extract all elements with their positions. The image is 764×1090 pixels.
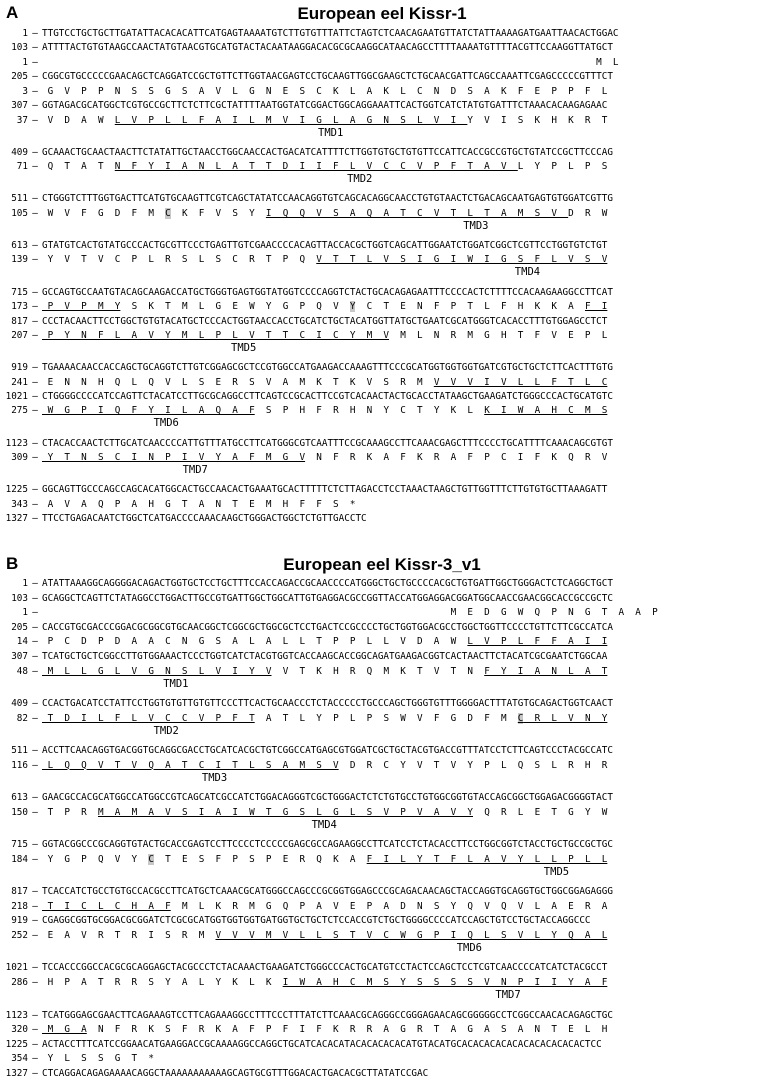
line-separator: – (32, 376, 38, 388)
line-number: 613 (11, 792, 28, 804)
nucleotide-sequence: CCACTGACATCCTATTCCTGGTGTGTTGTGTTCCCTTCACTGCAACCCTCTACCCCCTGCCCAGCTGGGTGTTTGGGGACTTTATGTGCAGACTGGTCAACT (42, 698, 613, 709)
line-number: 207 (11, 329, 28, 341)
tmd-underline: T I C L C H A F (42, 900, 171, 912)
cysteine-highlight: C (517, 712, 524, 724)
amino-acid-sequence: M L L G L V G N S L V I Y V V T K H R Q M K T V T N F Y I A N L A T (42, 665, 608, 677)
tmd-underline: M L L G L V G N S L V I Y V (42, 665, 272, 677)
line-number: 14 (16, 636, 28, 648)
nucleotide-sequence: CGGCGTGCCCCCGAACAGCTCAGGATCCGCTGTTCTTGGTAACGAGTCCTGCAAGTTGGCGAAGCTCTGCAACGATTCAGCCAAATTCGAGCCCCCGTTTCT (42, 71, 613, 83)
amino-acid-sequence: W V F G D F M C K F V S Y I Q Q V S A Q A T C V T L T A M S V D R W (42, 207, 608, 219)
amino-acid-line (2, 301, 607, 313)
nucleotide-sequence: GGCAGTTGCCCAGCCAGCACATGGCACTGCCAACACTGAAATGCACTTTTTCTCTTAGACCTCCTAAACTAAGCTGTTGGTTTCTTGTGTGCTTAAAGATT (42, 484, 608, 496)
nucleotide-sequence: GGTAGACGCATGGCTCGTGCCGCTTCTCTTCGCTATTTTAATGGTATCGGACTGGCAGGAAATTCACTGGTCATCTATGTGATTTCTAAACACAAGAGAAC (42, 100, 608, 112)
amino-acid-sequence: L Q Q V T V Q A T C I T L S A M S V D R C Y V T V Y P L Q S L R H R (42, 759, 608, 771)
cysteine-highlight: C (148, 853, 154, 865)
amino-acid-line (2, 977, 607, 989)
nucleotide-line (2, 886, 613, 898)
amino-acid-sequence: A V A Q P A H G T A N T E M H F F S * (42, 498, 356, 510)
tmd-underline: W G P I Q F Y I L A Q A F (42, 405, 255, 417)
tmd-underline: R L V N Y (523, 712, 608, 724)
line-number: 1021 (5, 390, 28, 402)
nucleotide-line (2, 42, 613, 54)
amino-acid-line (2, 161, 607, 173)
line-number: 343 (11, 498, 28, 510)
nucleotide-sequence: CGAGGCGGTGCGGACGCGGATCTCGCGCATGGTGGTGGTGATGGTGCTGCTCTCCACCGTCTGCTGGGGCCCCATCCAGCTGTCCTGCTACCAGGCCC (42, 915, 591, 927)
nucleotide-sequence: GAACGCCACGCATGGCCATGGCCGTCAGCATCGCCATCTGGACAGGGTCGCTGGGACTCTCTGTGCCTGTGGCGGTGTACCAGCGGCTGGAGACGGGGTACT (42, 792, 613, 804)
line-separator: – (32, 85, 38, 97)
amino-acid-sequence: M G A N F R K S F R K A F P F I F K R R A G R T A G A S A N T E L H (42, 1024, 608, 1036)
cysteine-highlight: Y (349, 301, 356, 312)
line-separator: – (32, 745, 38, 756)
amino-acid-sequence: V D A W L V P L L F A I L M V I G L A G N S L V I Y V I S K H K R T (42, 114, 608, 126)
panel-letter-b: B (6, 554, 19, 573)
nucleotide-line (2, 651, 607, 663)
amino-acid-line (2, 666, 607, 678)
nucleotide-sequence: GCCAGTGCCAATGTACAGCAAGACCATGCTGGGTGAGTGGTATGGTCCCCAGGTCTACTGCACAGAGAATTTCCCCACTCTTTTCCACAAGAAGGCCTTCAT (42, 286, 613, 298)
tmd-label: TMD6 (153, 417, 179, 430)
tmd-label: TMD2 (153, 724, 179, 737)
tmd-underline: V V V I V L L F T L C (433, 376, 608, 388)
amino-acid-sequence: T D I L F L V C C V P F T A T L Y P L P S W V F G D F M C R L V N Y (42, 712, 608, 724)
line-number: 409 (11, 698, 28, 709)
tmd-label: TMD6 (456, 942, 482, 954)
line-separator: – (32, 452, 38, 463)
tmd-underline: F I L Y T F L A V Y L L P L L (366, 853, 608, 865)
nucleotide-line (2, 962, 607, 974)
amino-acid-sequence: T P R M A M A V S I A I W T G S L G L S V P V A V Y Q R L E T G Y W (42, 806, 608, 818)
tmd-label: TMD5 (231, 341, 257, 354)
line-separator: – (32, 900, 38, 912)
nucleotide-line (2, 316, 607, 328)
line-number: 320 (11, 1024, 28, 1036)
line-separator: – (32, 1067, 38, 1079)
line-number: 286 (11, 977, 28, 988)
line-separator: – (32, 886, 38, 898)
amino-acid-sequence: Y V T V C P L R S L S C R T P Q V T T L V S I G I W I G S F L V S V (42, 254, 608, 266)
line-number: 511 (11, 745, 28, 756)
tmd-underline: L Q Q V T V Q A T C I T L S A M S V (42, 759, 339, 771)
line-separator: – (32, 759, 38, 771)
amino-acid-line (2, 208, 607, 220)
nucleotide-line (2, 745, 613, 757)
line-separator: – (32, 56, 38, 68)
tmd-underline: F I (584, 301, 608, 312)
line-separator: – (32, 161, 38, 173)
amino-acid-line (2, 57, 619, 69)
tmd-underline: Y T N S C I N P I V Y A F M G V (42, 452, 306, 463)
line-number: 1327 (5, 1067, 28, 1079)
nucleotide-sequence: ATTTTACTGTGTAAGCCAACTATGTAACGTGCATGTACTACAATAAGGACACGCGCAAGGCATAACAGCCTTTTAAAATGTTTTACGTTCCAAGGTTATGCT (42, 42, 613, 54)
line-separator: – (32, 301, 38, 312)
tmd-label: TMD7 (182, 464, 208, 476)
amino-acid-line (2, 330, 607, 342)
amino-acid-line (2, 377, 607, 389)
line-separator: – (32, 1053, 38, 1065)
nucleotide-line (2, 792, 613, 804)
line-separator: – (32, 1038, 38, 1050)
nucleotide-sequence: TTGTCCTGCTGCTTGATATTACACACATTCATGAGTAAAATGTCTTGTGTTTATTCTAGTCTCAACAGAATGTTATCTATTAAAAGATGAATTAACACTGGAC (42, 28, 619, 39)
amino-acid-line (2, 115, 607, 127)
nucleotide-sequence: CTACACCAACTCTTGCATCAACCCCATTGTTTATGCCTTCATGGGCGTCAATTTCCGCAAAGCCTTCAAACGAGCTTTCCCCTGCATTTTCAAACAGCGTGT (42, 437, 613, 449)
nucleotide-sequence: ACCTTCAACAGGTGACGGTGCAGGCGACCTGCATCACGCTGTCGGCCATGAGCGTGGATCGCTGCTACGTGACCGTTTATCCTCTTCAGTCCCTACGCCATC (42, 745, 613, 756)
line-separator: – (32, 650, 38, 662)
nucleotide-sequence: ACTACCTTTCATCCGGAACATGAAGGACCGCAAAAGGCCAGGCTGCATCACACATACACACACACATGTACATGCACACACACACACACACACACACTCC (42, 1038, 602, 1050)
nucleotide-line (2, 287, 613, 299)
amino-acid-sequence: P C D P D A A C N G S A L A L L T P P L L V D A W L V P L F F A I I (42, 636, 608, 648)
nucleotide-line (2, 1039, 602, 1051)
line-number: 48 (16, 665, 28, 677)
amino-acid-line (2, 1024, 607, 1036)
nucleotide-line (2, 915, 591, 927)
line-separator: – (32, 607, 38, 619)
line-number: 354 (11, 1053, 28, 1065)
line-separator: – (32, 286, 38, 298)
line-number: 82 (16, 712, 28, 724)
line-number: 817 (11, 886, 28, 898)
line-separator: – (32, 915, 38, 927)
line-number: 715 (11, 286, 28, 298)
line-number: 1327 (5, 513, 28, 524)
amino-acid-line (2, 854, 607, 866)
amino-acid-line (2, 1053, 154, 1065)
amino-acid-line (2, 452, 607, 464)
nucleotide-line (2, 1068, 428, 1080)
line-separator: – (32, 962, 38, 974)
line-separator: – (32, 254, 38, 266)
nucleotide-sequence: CTCAGGACAGAGAAAACAGGCTAAAAAAAAAAAGCAGTGCGTTTGGACACTGACACGCTTATATCCGAC (42, 1067, 429, 1079)
line-number: 1225 (5, 484, 28, 496)
line-number: 1 (22, 607, 28, 619)
line-separator: – (32, 592, 38, 604)
amino-acid-sequence: E N N H Q L Q V L S E R S V A M K T K V S R M V V V I V L L F T L C (42, 376, 608, 388)
amino-acid-line (2, 86, 607, 98)
nucleotide-line (2, 593, 613, 605)
tmd-underline: L V P L F F A I I (467, 636, 608, 648)
tmd-underline: I Q Q V S A Q A T C V T L T A M S V (265, 207, 569, 219)
tmd-underline: F Y I A N L A T (484, 665, 608, 677)
tmd-underline: T D I L F L V C C V P F T (42, 712, 255, 724)
amino-acid-sequence: Y L S S G T * (42, 1053, 154, 1065)
nucleotide-line (2, 147, 613, 159)
line-separator: – (32, 1009, 38, 1021)
nucleotide-sequence: GCAGGCTCAGTTCTATAGGCCTGGACTTGCCGTGATTGGCTGGCATTGTGAGGACGCCGGTTACCATGGAGGACGGATGGCAACCGAACGGCACCGCCGCTC (42, 592, 613, 604)
tmd-underline: P V P M Y (42, 301, 121, 312)
nucleotide-sequence: GGTACGGCCCGCAGGTGTACTGCACCGAGTCCTTCCCCTCCCCCGAGCGCCAGAAGGCCTTCATCCTCTACACCTTCCTGGCGGTCTACCTGCTGCCGCTGC (42, 839, 613, 851)
nucleotide-sequence: TTCCTGAGACAATCTGGCTCATGACCCCAAACAAGCTGGGACTGGCTCTGTTGACCTC (42, 513, 367, 524)
line-separator: – (32, 665, 38, 677)
line-separator: – (32, 853, 38, 865)
amino-acid-sequence: W G P I Q F Y I L A Q A F S P H F R H N Y C T Y K L K I W A H C M S (42, 405, 608, 417)
line-number: 205 (11, 71, 28, 83)
tmd-underline: V T T L V S I G I W I G S F L V S V (316, 254, 608, 266)
line-separator: – (32, 930, 38, 941)
tmd-underline: N F Y I A N L A T T D I I F L V C C V P F T A V (114, 161, 518, 173)
amino-acid-line (2, 807, 607, 819)
line-number: 37 (16, 114, 28, 126)
amino-acid-line (2, 405, 607, 417)
line-separator: – (32, 42, 38, 54)
line-number: 1 (22, 28, 28, 39)
cysteine-highlight: C (165, 207, 171, 219)
nucleotide-sequence: TGAAAACAACCACCAGCTGCAGGTCTTGTCGGAGCGCTCCGTGGCCATGAAGACCAAAGTTTCCCGCATGGTGGTGGTGATCGTGCTGCTCTTCACTTTGTG (42, 362, 613, 374)
line-separator: – (32, 1024, 38, 1036)
line-number: 71 (16, 161, 28, 173)
tmd-label: TMD7 (495, 989, 521, 1001)
tmd-label: TMD4 (514, 266, 541, 279)
line-number: 613 (11, 240, 28, 251)
tmd-label: TMD1 (163, 677, 189, 690)
nucleotide-sequence: TCCACCCGGCCACGCGCAGGAGCTACGCCCTCTACAAACTGAAGATCTGGGCCCACTGCATGTCCTACTCCAGCTCCTCGTCAACCCCATCATCTACGCCT (42, 962, 608, 974)
nucleotide-line (2, 698, 613, 710)
amino-acid-sequence: M E D G W Q P N G T A A P (42, 607, 658, 619)
line-separator: – (32, 114, 38, 126)
line-number: 1123 (5, 437, 28, 449)
line-separator: – (32, 498, 38, 510)
amino-acid-sequence: M L (42, 56, 619, 68)
line-number: 309 (11, 452, 28, 463)
nucleotide-line (2, 193, 613, 205)
amino-acid-line (2, 930, 607, 942)
line-number: 139 (11, 254, 28, 266)
line-number: 511 (11, 193, 28, 205)
line-number: 919 (11, 915, 28, 927)
amino-acid-sequence: Y G P Q V Y C T E S F P S P E R Q K A F I L Y T F L A V Y L L P L L (42, 853, 608, 865)
line-number: 817 (11, 315, 28, 327)
tmd-label: TMD3 (463, 219, 489, 232)
nucleotide-line (2, 71, 613, 83)
line-separator: – (32, 390, 38, 402)
nucleotide-line (2, 240, 607, 252)
line-number: 205 (11, 621, 28, 633)
line-separator: – (32, 207, 38, 219)
amino-acid-sequence: T I C L C H A F M L K R M G Q P A V E P A D N S Y Q V Q V L A E R A (42, 900, 608, 912)
tmd-underline: I W A H C M S Y S S S S V N P I I Y A F (282, 977, 608, 988)
line-number: 307 (11, 100, 28, 112)
line-separator: – (32, 71, 38, 83)
line-separator: – (32, 28, 38, 39)
line-number: 184 (11, 853, 28, 865)
line-separator: – (32, 621, 38, 633)
amino-acid-sequence: H P A T R R S Y A L Y K L K I W A H C M S Y S S S S V N P I I Y A F (42, 977, 608, 988)
nucleotide-sequence: ATATTAAAGGCAGGGGACAGACTGGTGCTCCTGCTTTCCACCAGACCGCAACCCCATGGGCTGCTGCCCCACGCTGTGATTGGCTGGGACTCTCAGGCTGCT (42, 578, 613, 589)
nucleotide-line (2, 391, 613, 403)
nucleotide-line (2, 578, 613, 590)
tmd-label: TMD4 (311, 818, 337, 831)
nucleotide-sequence: GCAAACTGCAACTAACTTCTATATTGCTAACCTGGCAACCACTGACATCATTTTCTTGGTGTGCTGTGTTCCATTCACCGCCGTGCTGTATCCGCTTCCCAG (42, 146, 613, 158)
panel-title-b: European eel Kissr-3_v1 (283, 555, 481, 574)
line-separator: – (32, 712, 38, 724)
line-number: 173 (11, 301, 28, 312)
amino-acid-sequence: P V P M Y S K T M L G E W Y G P Q V Y C T E N F P T L F H K K A F I (42, 301, 608, 312)
line-number: 1225 (5, 1038, 28, 1050)
nucleotide-line (2, 484, 607, 496)
tmd-label: TMD1 (318, 126, 344, 139)
line-number: 3 (22, 85, 28, 97)
line-number: 1 (22, 56, 28, 68)
line-number: 1 (22, 578, 28, 589)
line-number: 919 (11, 362, 28, 374)
nucleotide-sequence: CCCTACAACTTCCTGGCTGTGTACATGCTCCCACTGGTAACCACCTGCATCTGCTACATGGTTATGCTGAATCGCATGGGTCACACCTTTGTGGAGCCTCT (42, 315, 608, 327)
line-number: 307 (11, 650, 28, 662)
line-separator: – (32, 362, 38, 374)
line-separator: – (32, 484, 38, 496)
line-separator: – (32, 698, 38, 709)
line-number: 1021 (5, 962, 28, 974)
nucleotide-line (2, 100, 607, 112)
line-separator: – (32, 839, 38, 851)
line-separator: – (32, 513, 38, 524)
line-separator: – (32, 792, 38, 804)
line-number: 409 (11, 146, 28, 158)
line-number: 103 (11, 592, 28, 604)
amino-acid-sequence: P Y N F L A V Y M L P L V T T C I C Y M V M L N R M G H T F V E P L (42, 329, 608, 341)
line-number: 275 (11, 405, 28, 417)
amino-acid-sequence: Q T A T N F Y I A N L A T T D I I F L V C C V P F T A V L Y P L P S (42, 161, 608, 173)
nucleotide-sequence: GTATGTCACTGTATGCCCACTGCGTTCCCTGAGTTGTCGAACCCCACAGTTACCACGCTGGTCAGCATTGGAATCTGGATCGGCTCGTTCCTGGTGTCTGT (42, 240, 608, 251)
tmd-label: TMD5 (543, 865, 570, 878)
amino-acid-line (2, 901, 607, 913)
line-number: 218 (11, 900, 28, 912)
nucleotide-sequence: CTGGGGCCCCATCCAGTTCTACATCCTTGCGCAGGCCTTCAGTCCGCACTTCCGTCACAACTACTGCACCTATAAGCTGAAGATCTGGGCCCACTGCATGTC (42, 390, 613, 402)
tmd-underline: V V V M V L L S T V C W G P I Q L S V L Y Q A L (215, 930, 608, 941)
line-separator: – (32, 329, 38, 341)
nucleotide-sequence: CACCGTGCGACCCGGACGCGGCGTGCAACGGCTCGGCGCTGGCGCTCCTGACTCCGCCCCTGCTGGTGGACGCCTGGCTGGTTCCCCTGTTCTTCGCCATCA (42, 621, 613, 633)
amino-acid-line (2, 713, 607, 725)
amino-acid-line (2, 607, 658, 619)
nucleotide-line (2, 1010, 613, 1022)
line-number: 105 (11, 207, 28, 219)
line-number: 103 (11, 42, 28, 54)
amino-acid-sequence: Y T N S C I N P I V Y A F M G V N F R K A F K R A F P C I F K Q R V (42, 452, 608, 463)
line-separator: – (32, 100, 38, 112)
nucleotide-line (2, 622, 613, 634)
amino-acid-line (2, 254, 607, 266)
nucleotide-line (2, 513, 367, 525)
line-separator: – (32, 636, 38, 648)
tmd-underline: M G A (42, 1024, 87, 1036)
line-number: 241 (11, 376, 28, 388)
nucleotide-line (2, 28, 619, 40)
nucleotide-sequence: TCACCATCTGCCTGTGCCACGCCTTCATGCTCAAACGCATGGGCCAGCCCGCGGTGGAGCCCGCAGACAACAGCTACCAGGTGCAGGTGCTGGCGGAGAGGG (42, 886, 613, 898)
line-separator: – (32, 240, 38, 251)
nucleotide-line (2, 438, 613, 450)
amino-acid-line (2, 499, 355, 511)
tmd-underline: K I W A H C M S (484, 405, 608, 417)
line-separator: – (32, 193, 38, 205)
tmd-underline: L V P L L F A I L M V I G L A G N S L V I (114, 114, 468, 126)
line-number: 150 (11, 806, 28, 818)
amino-acid-sequence: E A V R T R I S R M V V V M V L L S T V C W G P I Q L S V L Y Q A L (42, 930, 608, 941)
tmd-underline: P Y N F L A V Y M L P L V T T C I C Y M V (42, 329, 390, 341)
panel-letter-a: A (6, 3, 19, 22)
amino-acid-line (2, 636, 607, 648)
tmd-label: TMD2 (347, 173, 373, 186)
line-separator: – (32, 977, 38, 988)
nucleotide-line (2, 839, 613, 851)
panel-title-a: European eel Kissr-1 (297, 4, 467, 23)
line-number: 1123 (5, 1009, 28, 1021)
nucleotide-sequence: CTGGGTCTTTGGTGACTTCATGTGCAAGTTCGTCAGCTATATCCAACAGGTGTCAGCACAGGCAACCTGTGTAACTCTGACAGCAATGAGTGTGGATCGTTG (42, 193, 613, 205)
line-separator: – (32, 806, 38, 818)
amino-acid-sequence: G V P P N S S G S A V L G N E S C K L A K L C N D S A K F E P P F L (42, 85, 608, 97)
nucleotide-sequence: TCATGGGAGCGAACTTCAGAAAGTCCTTCAGAAAGGCCTTTCCCTTTATCTTCAAACGCAGGGCCGGGAGAACAGCGGGGGCCTCGGCCAACACAGAGCTGC (42, 1009, 613, 1021)
nucleotide-sequence: TCATGCTGCTCGGCCTTGTGGAAACTCCCTGGTCATCTACGTGGTCACCAAGCACCGGCAGATGAAGACGGTCACTAACTTCTACATCGCGAATCTGGCAA (42, 650, 608, 662)
line-separator: – (32, 578, 38, 589)
line-separator: – (32, 146, 38, 158)
tmd-label: TMD3 (201, 771, 228, 784)
line-number: 252 (11, 930, 28, 941)
line-separator: – (32, 405, 38, 417)
nucleotide-line (2, 362, 613, 374)
line-number: 116 (11, 759, 28, 771)
amino-acid-line (2, 760, 607, 772)
line-separator: – (32, 437, 38, 449)
line-separator: – (32, 315, 38, 327)
tmd-underline: M A M A V S I A I W T G S L G L S V P V A V Y (97, 806, 473, 818)
line-number: 715 (11, 839, 28, 851)
